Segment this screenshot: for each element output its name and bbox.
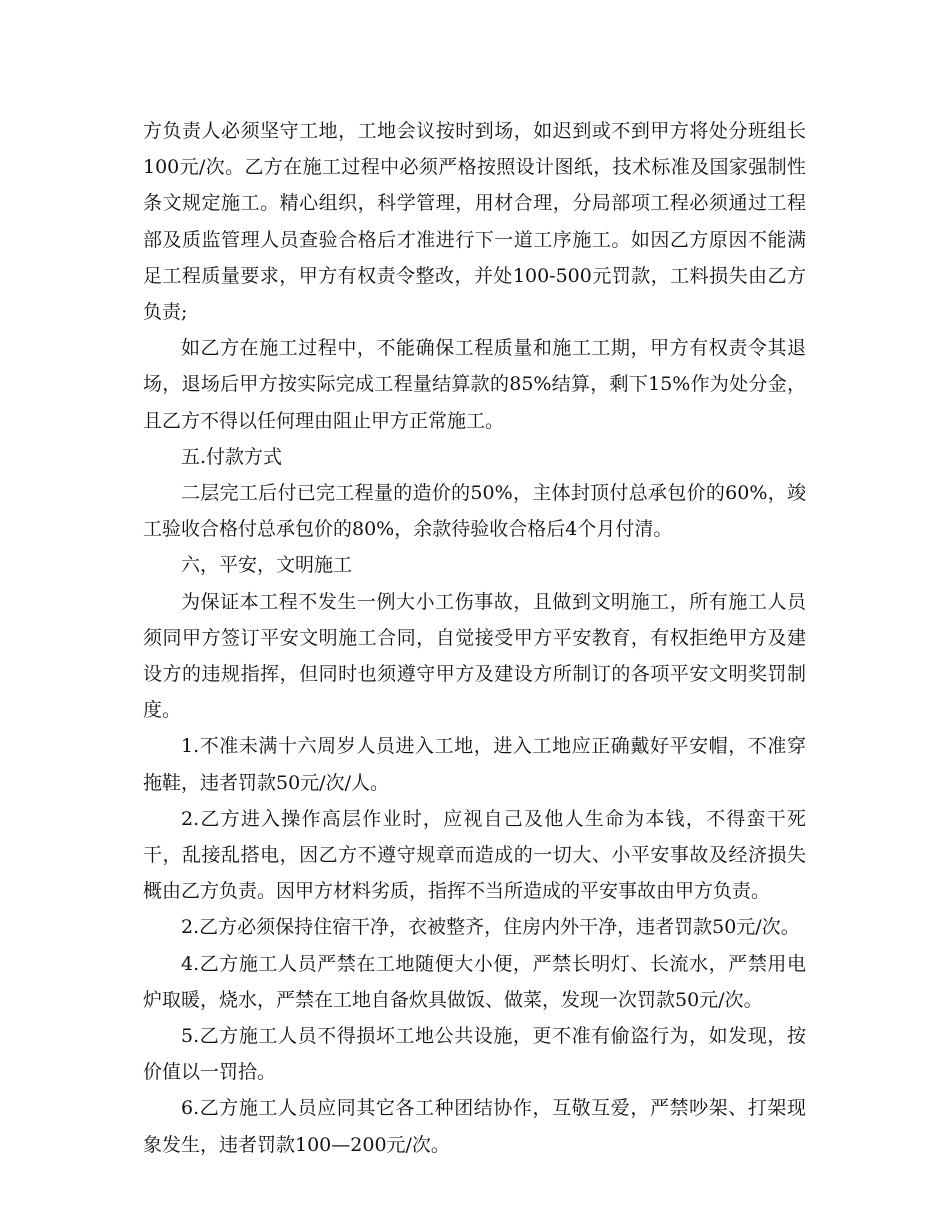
rule-item-3: 2.乙方必须保持住宿干净，衣被整齐，住房内外干净，违者罚款50元/次。 [181, 916, 800, 939]
rule-item-2: 2.乙方进入操作高层作业时，应视自己及他人生命为本钱，不得蛮干死干，乱接乱搭电，因乙方不遵守规章而造成的一切大、小平安事故及经济损失概由乙方负责。因甲方材料劣质，指挥不当所造成的平安事故由甲方负责。 [143, 807, 806, 903]
rule-item-1: 1.不准未满十六周岁人员进入工地，进入工地应正确戴好平安帽，不准穿拖鞋，违者罚款50元/次/人。 [143, 735, 806, 794]
document-page [143, 113, 806, 1163]
rule-item-5: 5.乙方施工人员不得损坏工地公共设施，更不准有偷盗行为，如发现，按价值以一罚拾。 [143, 1025, 806, 1084]
rule-item-4: 4.乙方施工人员严禁在工地随便大小便，严禁长明灯、长流水，严禁用电炉取暖，烧水，严禁在工地自备炊具做饭、做菜，发现一次罚款50元/次。 [143, 952, 806, 1011]
paragraph-exit-settlement: 如乙方在施工过程中，不能确保工程质量和施工工期，甲方有权责令其退场，退场后甲方按实际完成工程量结算款的85%结算，剩下15%作为处分金，且乙方不得以任何理由阻止甲方正常施工。 [143, 337, 806, 432]
section-heading-safety: 六，平安，文明施工 [181, 554, 353, 577]
paragraph-quality-requirements: 方负责人必须坚守工地，工地会议按时到场，如迟到或不到甲方将处分班组长100元/次。乙方在施工过程中必须严格按照设计图纸，技术标准及国家强制性条文规定施工。精心组织，科学管理，用材合理，分局部项工程必须通过工程部及质监管理人员查验合格后才准进行下一道工序施工。如因乙方原因不能满足工程质量要求，甲方有权责令整改，并处100-500元罚款，工料损失由乙方负责; [143, 120, 806, 324]
paragraph-payment-terms: 二层完工后付已完工程量的造价的50%，主体封顶付总承包价的60%，竣工验收合格付总承包价的80%，余款待验收合格后4个月付清。 [143, 482, 806, 541]
paragraph-safety-intro: 为保证本工程不发生一例大小工伤事故，且做到文明施工，所有施工人员须同甲方签订平安文明施工合同，自觉接受甲方平安教育，有权拒绝甲方及建设方的违规指挥，但同时也须遵守甲方及建设方所制订的各项平安文明奖罚制度。 [143, 590, 806, 722]
section-heading-payment: 五.付款方式 [181, 445, 283, 468]
rule-item-6: 6.乙方施工人员应同其它各工种团结协作，互敬互爱，严禁吵架、打架现象发生，违者罚款100—200元/次。 [143, 1097, 806, 1156]
